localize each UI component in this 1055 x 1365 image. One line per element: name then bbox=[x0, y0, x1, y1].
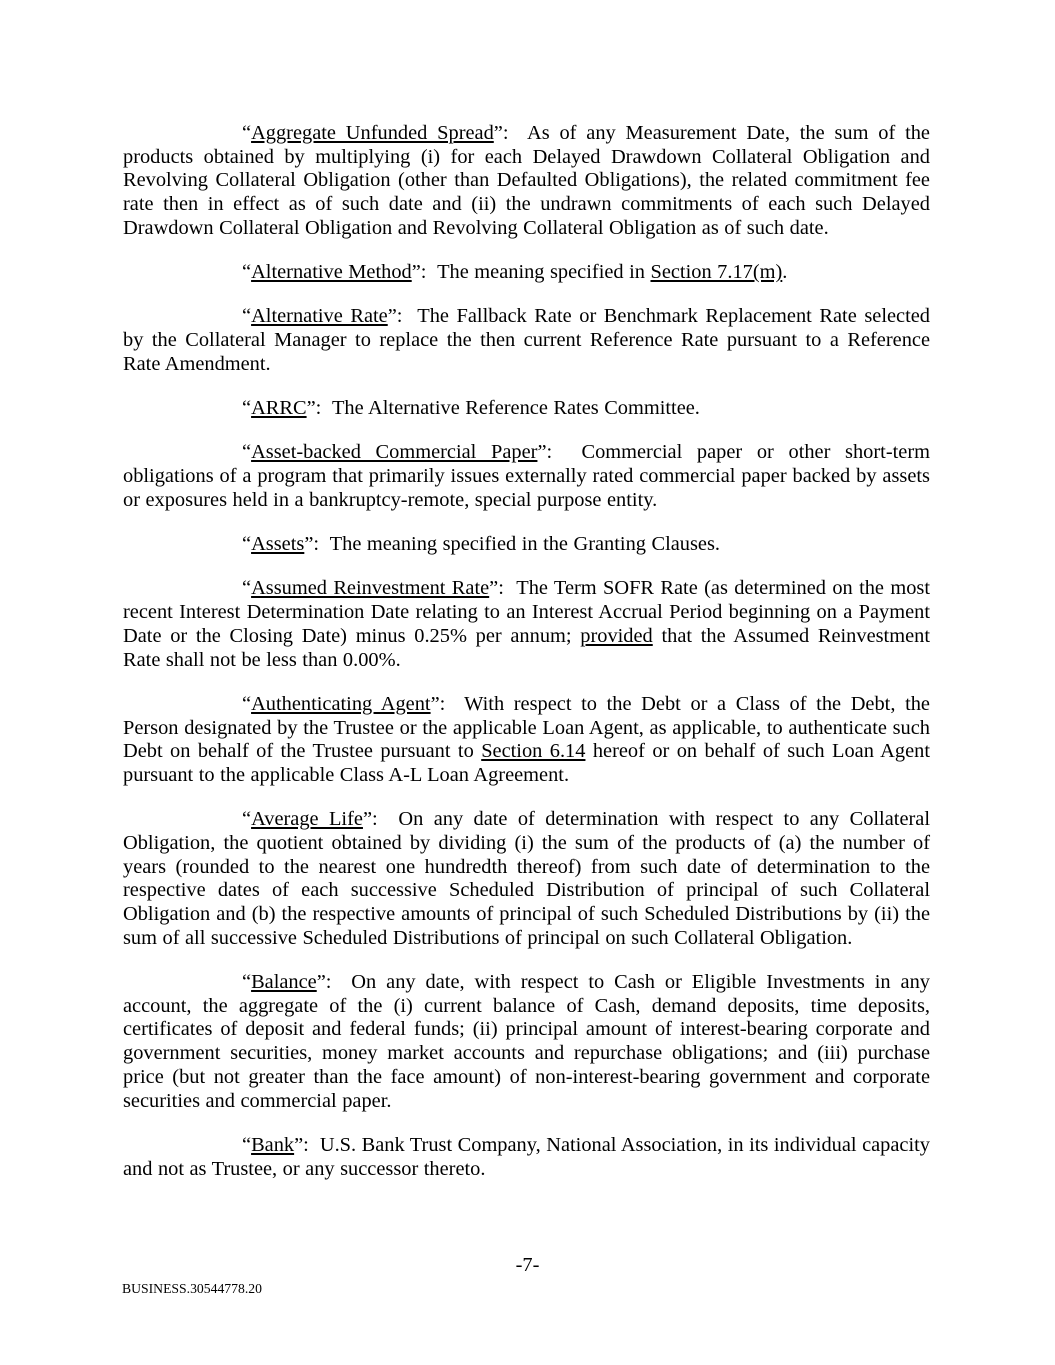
defined-term: Alternative Method bbox=[251, 261, 412, 284]
definition-paragraph bbox=[123, 808, 930, 950]
defined-term: Bank bbox=[251, 1133, 295, 1156]
definition-text: ”: Commercial paper or other short-term obligations of a program that primarily issues externally rated commercial paper backed by assets or exposures held in a bankruptcy-remote, special purpose entity. bbox=[123, 441, 930, 511]
definition-text: ”: The meaning specified in the Granting Clauses. bbox=[304, 533, 720, 556]
definition-text: ”: On any date of determination with respect to any Collateral Obligation, the quotient obtained by dividing (i) the sum of the products of (a) the number of years (rounded to the nearest one hundredth thereof) from such date of determination to the respective dates of each successive Scheduled Distribution of principal of such Collateral Obligation and (b) the respective amounts of principal of such Scheduled Distributions by (ii) the sum of all successive Scheduled Distributions of principal on such Collateral Obligation. bbox=[123, 808, 930, 949]
defined-term: Assumed Reinvestment Rate bbox=[251, 577, 490, 600]
defined-term: Aggregate Unfunded Spread bbox=[251, 122, 494, 144]
open-quote: “ bbox=[242, 577, 252, 600]
definition-text: that the Assumed Reinvestment Rate shall not be less than 0.00%. bbox=[123, 624, 930, 671]
definition-paragraph bbox=[123, 577, 930, 672]
open-quote: “ bbox=[242, 1133, 252, 1156]
defined-term: Asset-backed Commercial Paper bbox=[251, 441, 538, 464]
definition-paragraph bbox=[123, 122, 930, 241]
open-quote: “ bbox=[242, 692, 252, 715]
section-reference: Section 6.14 bbox=[481, 740, 586, 763]
proviso-emphasis: provided bbox=[580, 624, 653, 647]
definition-paragraph bbox=[123, 533, 930, 557]
document-id: BUSINESS.30544778.20 bbox=[122, 1281, 262, 1296]
page-number: -7- bbox=[515, 1254, 540, 1276]
open-quote: “ bbox=[242, 441, 252, 464]
definition-text: ”: With respect to the Debt or a Class of the Debt, the Person designated by the Trustee or the applicable Loan Agent, as applicable, to authenticate such Debt on behalf of the Trustee pursuant to bbox=[123, 692, 930, 763]
definition-text: ”: The Alternative Reference Rates Committee. bbox=[306, 397, 700, 420]
definition-paragraph bbox=[123, 441, 930, 512]
definitions-section bbox=[123, 122, 930, 1202]
definition-text: ”: The meaning specified in bbox=[411, 261, 651, 284]
defined-term: Alternative Rate bbox=[251, 305, 388, 328]
open-quote: “ bbox=[242, 397, 252, 420]
open-quote: “ bbox=[242, 533, 252, 556]
open-quote: “ bbox=[242, 122, 252, 144]
definition-text: ”: U.S. Bank Trust Company, National Association, in its individual capacity and not as Trustee, or any successor thereto. bbox=[123, 1133, 930, 1180]
definition-paragraph bbox=[123, 261, 930, 285]
definition-text: . bbox=[782, 261, 788, 284]
definition-paragraph bbox=[123, 397, 930, 421]
definition-paragraph bbox=[123, 1134, 930, 1181]
defined-term: Balance bbox=[251, 971, 317, 994]
open-quote: “ bbox=[242, 808, 252, 831]
defined-term: Assets bbox=[251, 533, 305, 556]
definition-text: ”: On any date, with respect to Cash or Eligible Investments in any account, the aggregate of the (i) current balance of Cash, demand deposits, time deposits, certificates of deposit and federal funds; (ii) principal amount of interest-bearing corporate and government securities, money market accounts and repurchase obligations; and (iii) purchase price (but not greater than the face amount) of non-interest-bearing government and corporate securities and commercial paper. bbox=[123, 971, 930, 1112]
definition-text: ”: The Fallback Rate or Benchmark Replacement Rate selected by the Collateral Manager to replace the then current Reference Rate pursuant to a Reference Rate Amendment. bbox=[123, 305, 930, 375]
defined-term: Average Life bbox=[251, 808, 363, 831]
definition-text: ”: As of any Measurement Date, the sum of the products obtained by multiplying (i) for each Delayed Drawdown Collateral Obligation and Revolving Collateral Obligation (other than Defaulted Obligations), the related commitment fee rate then in effect as of such date and (ii) the undrawn commitments of each such Delayed Drawdown Collateral Obligation and Revolving Collateral Obligation as of such date. bbox=[123, 122, 930, 239]
open-quote: “ bbox=[242, 261, 252, 284]
open-quote: “ bbox=[242, 305, 252, 328]
open-quote: “ bbox=[242, 971, 252, 994]
definition-text: hereof or on behalf of such Loan Agent pursuant to the applicable Class A-L Loan Agreement. bbox=[123, 740, 930, 786]
definition-paragraph bbox=[123, 693, 930, 788]
definition-paragraph bbox=[123, 305, 930, 376]
section-reference: Section 7.17(m) bbox=[650, 261, 783, 284]
defined-term: Authenticating Agent bbox=[251, 692, 431, 715]
definition-paragraph bbox=[123, 971, 930, 1113]
defined-term: ARRC bbox=[251, 397, 307, 420]
definition-text: ”: The Term SOFR Rate (as determined on the most recent Interest Determination Date relating to an Interest Accrual Period beginning on a Payment Date or the Closing Date) minus 0.25% per annum; bbox=[123, 577, 930, 647]
